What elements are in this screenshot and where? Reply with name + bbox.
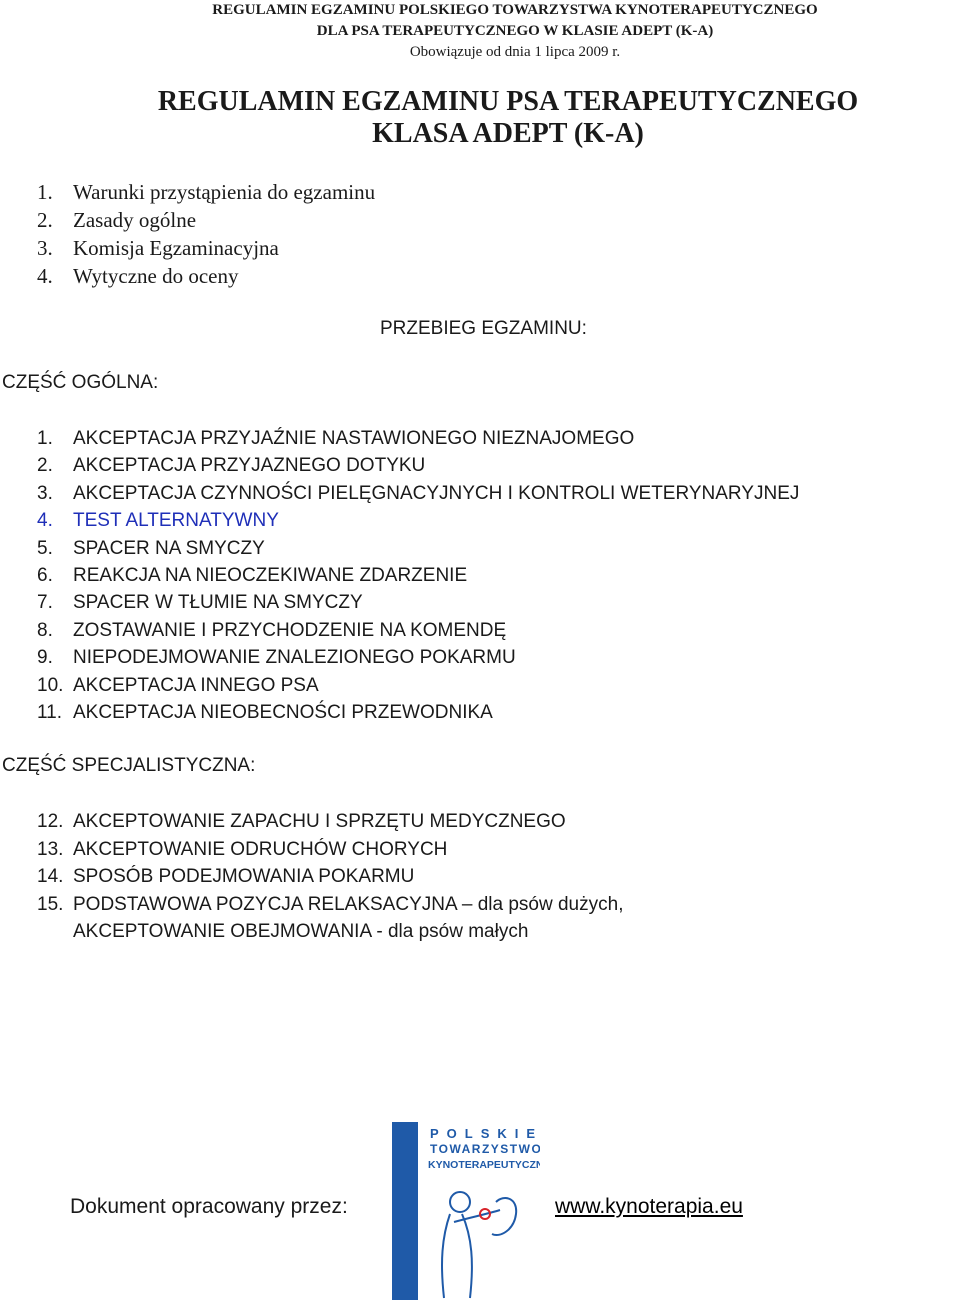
list-item: 7. SPACER W TŁUMIE NA SMYCZY — [37, 592, 363, 614]
list-item-continuation: AKCEPTOWANIE OBEJMOWANIA - dla psów małych — [73, 921, 529, 942]
list-item: 10. AKCEPTACJA INNEGO PSA — [37, 674, 319, 696]
list-item: 15. PODSTAWOWA POZYCJA RELAKSACYJNA – dla psów dużych, — [37, 893, 624, 915]
list-item: 12. AKCEPTOWANIE ZAPACHU I SPRZĘTU MEDYCZNEGO — [37, 811, 566, 832]
title-line-1: REGULAMIN EGZAMINU PSA TERAPEUTYCZNEGO — [157, 86, 859, 117]
list-item: 11. AKCEPTACJA NIEOBECNOŚCI PRZEWODNIKA — [37, 702, 493, 724]
logo-text-2: TOWARZYSTWO — [430, 1142, 540, 1156]
list-item: 9. NIEPODEJMOWANIE ZNALEZIONEGO POKARMU — [37, 647, 516, 669]
list-item: 13. AKCEPTOWANIE ODRUCHÓW CHORYCH — [37, 838, 448, 860]
list-item: 3. AKCEPTACJA CZYNNOŚCI PIELĘGNACYJNYCH I KONTROLI WETERYNARYJNEJ — [37, 482, 800, 504]
logo-figure-icon — [442, 1192, 516, 1298]
list-item: 8. ZOSTAWANIE I PRZYCHODZENIE NA KOMENDĘ — [37, 619, 507, 641]
website-link[interactable]: www.kynoterapia.eu — [555, 1195, 743, 1218]
header-line-3: Obowiązuje od dnia 1 lipca 2009 r. — [409, 44, 621, 60]
header-line-2: DLA PSA TERAPEUTYCZNEGO W KLASIE ADEPT (K-A) — [316, 23, 714, 39]
logo-graphic — [392, 1122, 540, 1300]
toc-item: 3. Komisja Egzaminacyjna — [37, 236, 279, 260]
header-line-1: REGULAMIN EGZAMINU POLSKIEGO TOWARZYSTWA KYNOTERAPEUTYCZNEGO — [212, 2, 818, 18]
prepared-by-label: Dokument opracowany przez: — [70, 1195, 348, 1218]
toc-item: 4. Wytyczne do oceny — [37, 264, 239, 288]
logo-text-1: POLSKIE — [430, 1126, 540, 1141]
general-items-list — [37, 425, 799, 726]
przebieg-heading: PRZEBIEG EGZAMINU: — [380, 318, 587, 339]
title-line-2: KLASA ADEPT (K-A) — [372, 118, 644, 149]
list-item: 2. AKCEPTACJA PRZYJAZNEGO DOTYKU — [37, 455, 426, 477]
list-item: 5. SPACER NA SMYCZY — [37, 537, 265, 559]
toc-item: 2. Zasady ogólne — [37, 208, 197, 232]
document-title — [0, 86, 960, 150]
list-item: 4. TEST ALTERNATYWNY — [37, 510, 279, 532]
list-item: 6. REAKCJA NA NIEOCZEKIWANE ZDARZENIE — [37, 565, 468, 587]
logo-text-3: KYNOTERAPEUTYCZNE — [428, 1159, 540, 1171]
document-header — [0, 0, 960, 63]
special-section-heading: CZĘŚĆ SPECJALISTYCZNA: — [2, 755, 256, 776]
table-of-contents — [37, 178, 375, 290]
general-section-heading: CZĘŚĆ OGÓLNA: — [2, 372, 159, 393]
special-items-list — [37, 808, 623, 946]
toc-item: 1. Warunki przystąpienia do egzaminu — [37, 180, 376, 204]
list-item: 1. AKCEPTACJA PRZYJAŹNIE NASTAWIONEGO NIEZNAJOMEGO — [37, 428, 635, 449]
ptk-logo — [392, 1122, 540, 1300]
list-item: 14. SPOSÓB PODEJMOWANIA POKARMU — [37, 866, 415, 887]
